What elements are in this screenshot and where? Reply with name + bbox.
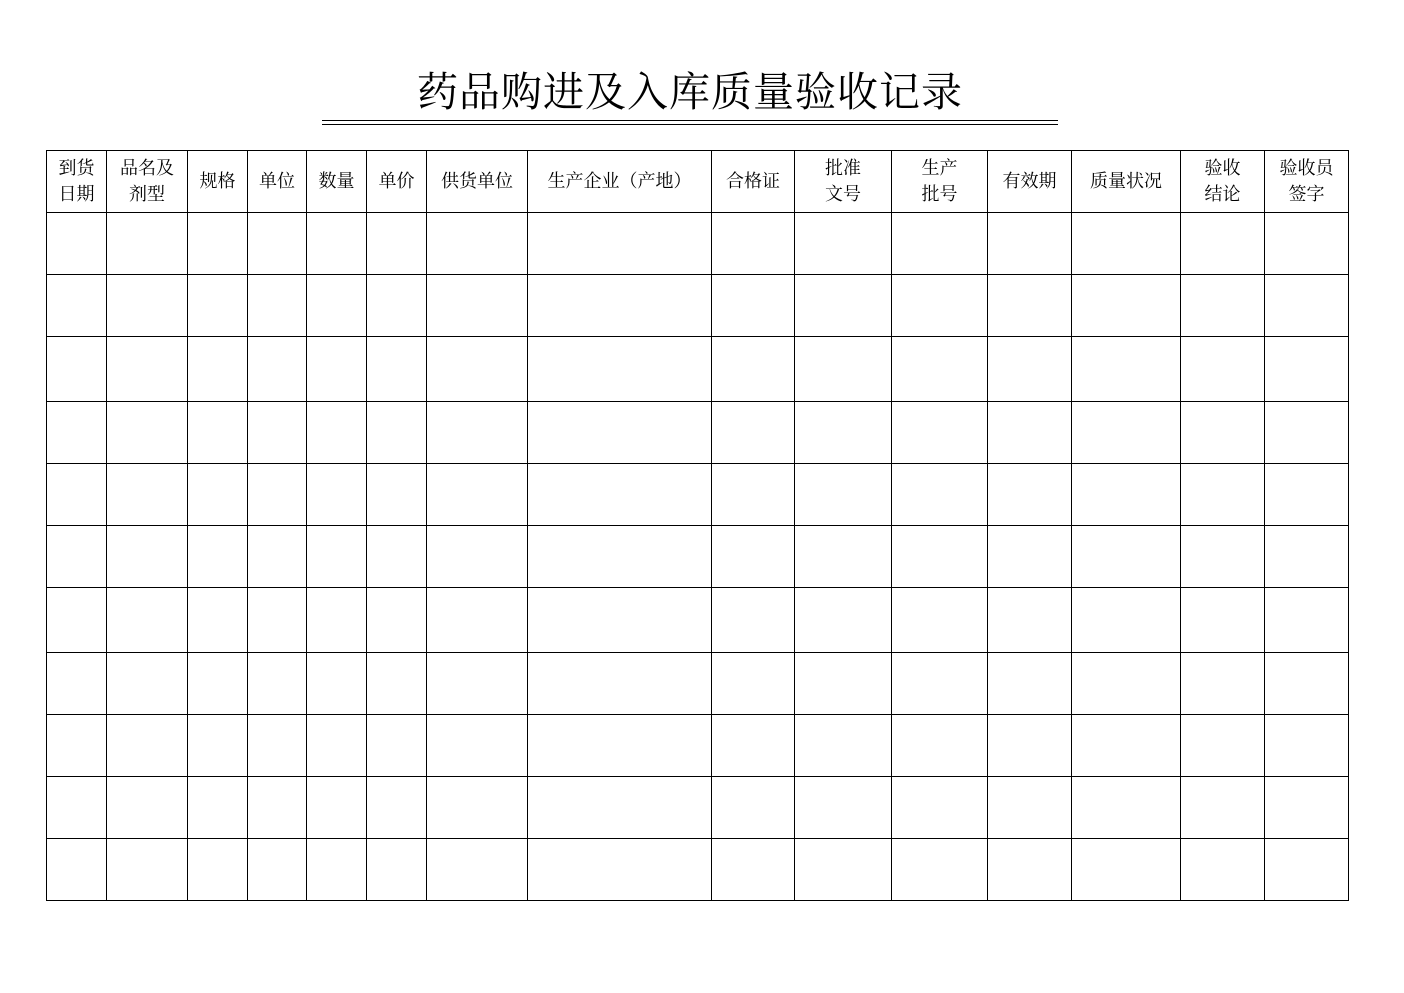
- table-cell[interactable]: [1181, 777, 1265, 839]
- table-cell[interactable]: [107, 213, 188, 275]
- table-cell[interactable]: [307, 213, 367, 275]
- title-underline-bottom: [322, 124, 1058, 125]
- table-cell[interactable]: [248, 337, 307, 402]
- table-cell[interactable]: [1072, 839, 1181, 901]
- table-cell[interactable]: [712, 464, 795, 526]
- table-cell[interactable]: [427, 464, 528, 526]
- table-cell[interactable]: [712, 337, 795, 402]
- table-row: [47, 337, 1349, 402]
- table-cell[interactable]: [367, 653, 427, 715]
- table-cell[interactable]: [248, 839, 307, 901]
- table-row: [47, 715, 1349, 777]
- table-cell[interactable]: [528, 715, 712, 777]
- table-cell[interactable]: [1072, 213, 1181, 275]
- table-cell[interactable]: [47, 653, 107, 715]
- inspection-record-table: [46, 150, 1349, 901]
- table-cell[interactable]: [528, 653, 712, 715]
- table-cell[interactable]: [307, 715, 367, 777]
- header-quality-status: 质量状况: [1072, 151, 1181, 213]
- table-row: [47, 653, 1349, 715]
- table-cell[interactable]: [107, 777, 188, 839]
- table-cell[interactable]: [188, 464, 248, 526]
- table-cell[interactable]: [367, 526, 427, 588]
- table-cell[interactable]: [367, 213, 427, 275]
- table-cell[interactable]: [892, 839, 988, 901]
- table-cell[interactable]: [47, 526, 107, 588]
- table-cell[interactable]: [795, 839, 892, 901]
- table-cell[interactable]: [892, 526, 988, 588]
- header-batch-number: 生产 批号: [892, 151, 988, 213]
- table-cell[interactable]: [988, 777, 1072, 839]
- table-cell[interactable]: [248, 402, 307, 464]
- table-cell[interactable]: [1181, 213, 1265, 275]
- table-cell[interactable]: [107, 402, 188, 464]
- table-cell[interactable]: [892, 715, 988, 777]
- table-cell[interactable]: [988, 715, 1072, 777]
- table-cell[interactable]: [307, 588, 367, 653]
- table-cell[interactable]: [1265, 715, 1349, 777]
- table-cell[interactable]: [367, 275, 427, 337]
- table-cell[interactable]: [892, 588, 988, 653]
- table-cell[interactable]: [188, 653, 248, 715]
- table-cell[interactable]: [427, 337, 528, 402]
- table-cell[interactable]: [248, 526, 307, 588]
- table-cell[interactable]: [188, 337, 248, 402]
- table-cell[interactable]: [1072, 653, 1181, 715]
- table-row: [47, 526, 1349, 588]
- table-cell[interactable]: [892, 275, 988, 337]
- table-cell[interactable]: [1181, 275, 1265, 337]
- table-cell[interactable]: [107, 588, 188, 653]
- table-cell[interactable]: [795, 213, 892, 275]
- table-cell[interactable]: [47, 777, 107, 839]
- header-inspection-conclusion: 验收 结论: [1181, 151, 1265, 213]
- table-cell[interactable]: [528, 464, 712, 526]
- table-row: [47, 213, 1349, 275]
- table-cell[interactable]: [712, 275, 795, 337]
- table-cell[interactable]: [795, 715, 892, 777]
- table-cell[interactable]: [528, 402, 712, 464]
- table-cell[interactable]: [188, 777, 248, 839]
- table-cell[interactable]: [528, 337, 712, 402]
- table-cell[interactable]: [427, 213, 528, 275]
- table-cell[interactable]: [367, 715, 427, 777]
- table-cell[interactable]: [427, 402, 528, 464]
- table-cell[interactable]: [188, 402, 248, 464]
- table-cell[interactable]: [367, 464, 427, 526]
- table-cell[interactable]: [188, 213, 248, 275]
- table-cell[interactable]: [47, 213, 107, 275]
- table-cell[interactable]: [795, 526, 892, 588]
- header-approval-number: 批准 文号: [795, 151, 892, 213]
- table-cell[interactable]: [712, 402, 795, 464]
- table-cell[interactable]: [528, 526, 712, 588]
- table-cell[interactable]: [47, 402, 107, 464]
- table-cell[interactable]: [1072, 715, 1181, 777]
- table-cell[interactable]: [795, 337, 892, 402]
- table-cell[interactable]: [427, 526, 528, 588]
- table-cell[interactable]: [427, 588, 528, 653]
- header-unit: 单位: [248, 151, 307, 213]
- table-cell[interactable]: [1265, 588, 1349, 653]
- table-cell[interactable]: [427, 839, 528, 901]
- table-cell[interactable]: [427, 275, 528, 337]
- table-cell[interactable]: [892, 213, 988, 275]
- table-cell[interactable]: [188, 715, 248, 777]
- header-supplier: 供货单位: [427, 151, 528, 213]
- table-cell[interactable]: [307, 275, 367, 337]
- table-cell[interactable]: [47, 464, 107, 526]
- header-name-and-dosage-form: 品名及 剂型: [107, 151, 188, 213]
- table-row: [47, 464, 1349, 526]
- table-cell[interactable]: [307, 402, 367, 464]
- table-cell[interactable]: [248, 777, 307, 839]
- table-cell[interactable]: [988, 653, 1072, 715]
- table-cell[interactable]: [107, 526, 188, 588]
- table-cell[interactable]: [1072, 526, 1181, 588]
- table-cell[interactable]: [107, 715, 188, 777]
- table-cell[interactable]: [427, 653, 528, 715]
- table-cell[interactable]: [107, 464, 188, 526]
- table-cell[interactable]: [988, 526, 1072, 588]
- table-cell[interactable]: [47, 337, 107, 402]
- table-row: [47, 275, 1349, 337]
- table-cell[interactable]: [988, 464, 1072, 526]
- table-cell[interactable]: [892, 777, 988, 839]
- table-cell[interactable]: [988, 839, 1072, 901]
- table-cell[interactable]: [1181, 653, 1265, 715]
- table-cell[interactable]: [248, 653, 307, 715]
- table-cell[interactable]: [427, 777, 528, 839]
- table-cell[interactable]: [528, 213, 712, 275]
- table-cell[interactable]: [528, 839, 712, 901]
- table-cell[interactable]: [367, 588, 427, 653]
- table-cell[interactable]: [528, 777, 712, 839]
- table-cell[interactable]: [1265, 839, 1349, 901]
- table-cell[interactable]: [712, 213, 795, 275]
- table-cell[interactable]: [188, 588, 248, 653]
- table-cell[interactable]: [1181, 402, 1265, 464]
- table-cell[interactable]: [248, 464, 307, 526]
- table-cell[interactable]: [795, 402, 892, 464]
- table-cell[interactable]: [47, 275, 107, 337]
- table-cell[interactable]: [1265, 777, 1349, 839]
- table-cell[interactable]: [988, 588, 1072, 653]
- table-cell[interactable]: [712, 777, 795, 839]
- table-cell[interactable]: [1265, 402, 1349, 464]
- table-cell[interactable]: [1181, 464, 1265, 526]
- table-cell[interactable]: [1265, 526, 1349, 588]
- table-cell[interactable]: [307, 337, 367, 402]
- table-cell[interactable]: [1181, 337, 1265, 402]
- table-cell[interactable]: [892, 464, 988, 526]
- table-cell[interactable]: [528, 588, 712, 653]
- table-cell[interactable]: [712, 653, 795, 715]
- table-cell[interactable]: [1181, 588, 1265, 653]
- table-cell[interactable]: [107, 839, 188, 901]
- table-cell[interactable]: [1072, 588, 1181, 653]
- table-cell[interactable]: [367, 839, 427, 901]
- table-cell[interactable]: [988, 402, 1072, 464]
- table-cell[interactable]: [1072, 275, 1181, 337]
- table-cell[interactable]: [427, 715, 528, 777]
- table-cell[interactable]: [712, 588, 795, 653]
- table-cell[interactable]: [795, 464, 892, 526]
- table-cell[interactable]: [1265, 464, 1349, 526]
- table-cell[interactable]: [528, 275, 712, 337]
- table-cell[interactable]: [367, 402, 427, 464]
- document-title: 药品购进及入库质量验收记录: [417, 68, 963, 116]
- header-manufacturer: 生产企业（产地）: [528, 151, 712, 213]
- header-arrival-date: 到货 日期: [47, 151, 107, 213]
- header-quantity: 数量: [307, 151, 367, 213]
- table-cell[interactable]: [1072, 777, 1181, 839]
- table-cell[interactable]: [795, 588, 892, 653]
- table-cell[interactable]: [1072, 402, 1181, 464]
- table-cell[interactable]: [47, 715, 107, 777]
- table-cell[interactable]: [1265, 213, 1349, 275]
- table-cell[interactable]: [188, 275, 248, 337]
- table-cell[interactable]: [107, 653, 188, 715]
- table-cell[interactable]: [47, 839, 107, 901]
- table-cell[interactable]: [1265, 275, 1349, 337]
- table-cell[interactable]: [892, 402, 988, 464]
- table-cell[interactable]: [1181, 526, 1265, 588]
- table-cell[interactable]: [712, 526, 795, 588]
- table-row: [47, 588, 1349, 653]
- table-row: [47, 839, 1349, 901]
- table-cell[interactable]: [107, 275, 188, 337]
- table-cell[interactable]: [367, 337, 427, 402]
- header-unit-price: 单价: [367, 151, 427, 213]
- table-cell[interactable]: [307, 526, 367, 588]
- table-cell[interactable]: [795, 275, 892, 337]
- table-cell[interactable]: [712, 715, 795, 777]
- table-cell[interactable]: [892, 653, 988, 715]
- table-cell[interactable]: [248, 715, 307, 777]
- table-cell[interactable]: [1072, 337, 1181, 402]
- header-certificate: 合格证: [712, 151, 795, 213]
- table-cell[interactable]: [107, 337, 188, 402]
- title-underline-top: [322, 120, 1058, 121]
- table-cell[interactable]: [988, 275, 1072, 337]
- table-cell[interactable]: [1181, 839, 1265, 901]
- table-cell[interactable]: [1181, 715, 1265, 777]
- header-row: [47, 151, 1349, 213]
- table-cell[interactable]: [307, 653, 367, 715]
- table-cell[interactable]: [1265, 653, 1349, 715]
- table-row: [47, 402, 1349, 464]
- table-cell[interactable]: [1265, 337, 1349, 402]
- table-cell[interactable]: [892, 337, 988, 402]
- table-cell[interactable]: [988, 213, 1072, 275]
- table-cell[interactable]: [795, 777, 892, 839]
- table-cell[interactable]: [712, 839, 795, 901]
- table-cell[interactable]: [795, 653, 892, 715]
- table-cell[interactable]: [188, 839, 248, 901]
- table-cell[interactable]: [1072, 464, 1181, 526]
- header-specification: 规格: [188, 151, 248, 213]
- table-cell[interactable]: [367, 777, 427, 839]
- table-row: [47, 777, 1349, 839]
- table-cell[interactable]: [248, 213, 307, 275]
- table-cell[interactable]: [988, 337, 1072, 402]
- table-cell[interactable]: [307, 839, 367, 901]
- table-cell[interactable]: [248, 275, 307, 337]
- table-cell[interactable]: [188, 526, 248, 588]
- header-inspector-signature: 验收员 签字: [1265, 151, 1349, 213]
- table-cell[interactable]: [307, 777, 367, 839]
- table-cell[interactable]: [248, 588, 307, 653]
- table-cell[interactable]: [47, 588, 107, 653]
- table-cell[interactable]: [307, 464, 367, 526]
- header-expiry-date: 有效期: [988, 151, 1072, 213]
